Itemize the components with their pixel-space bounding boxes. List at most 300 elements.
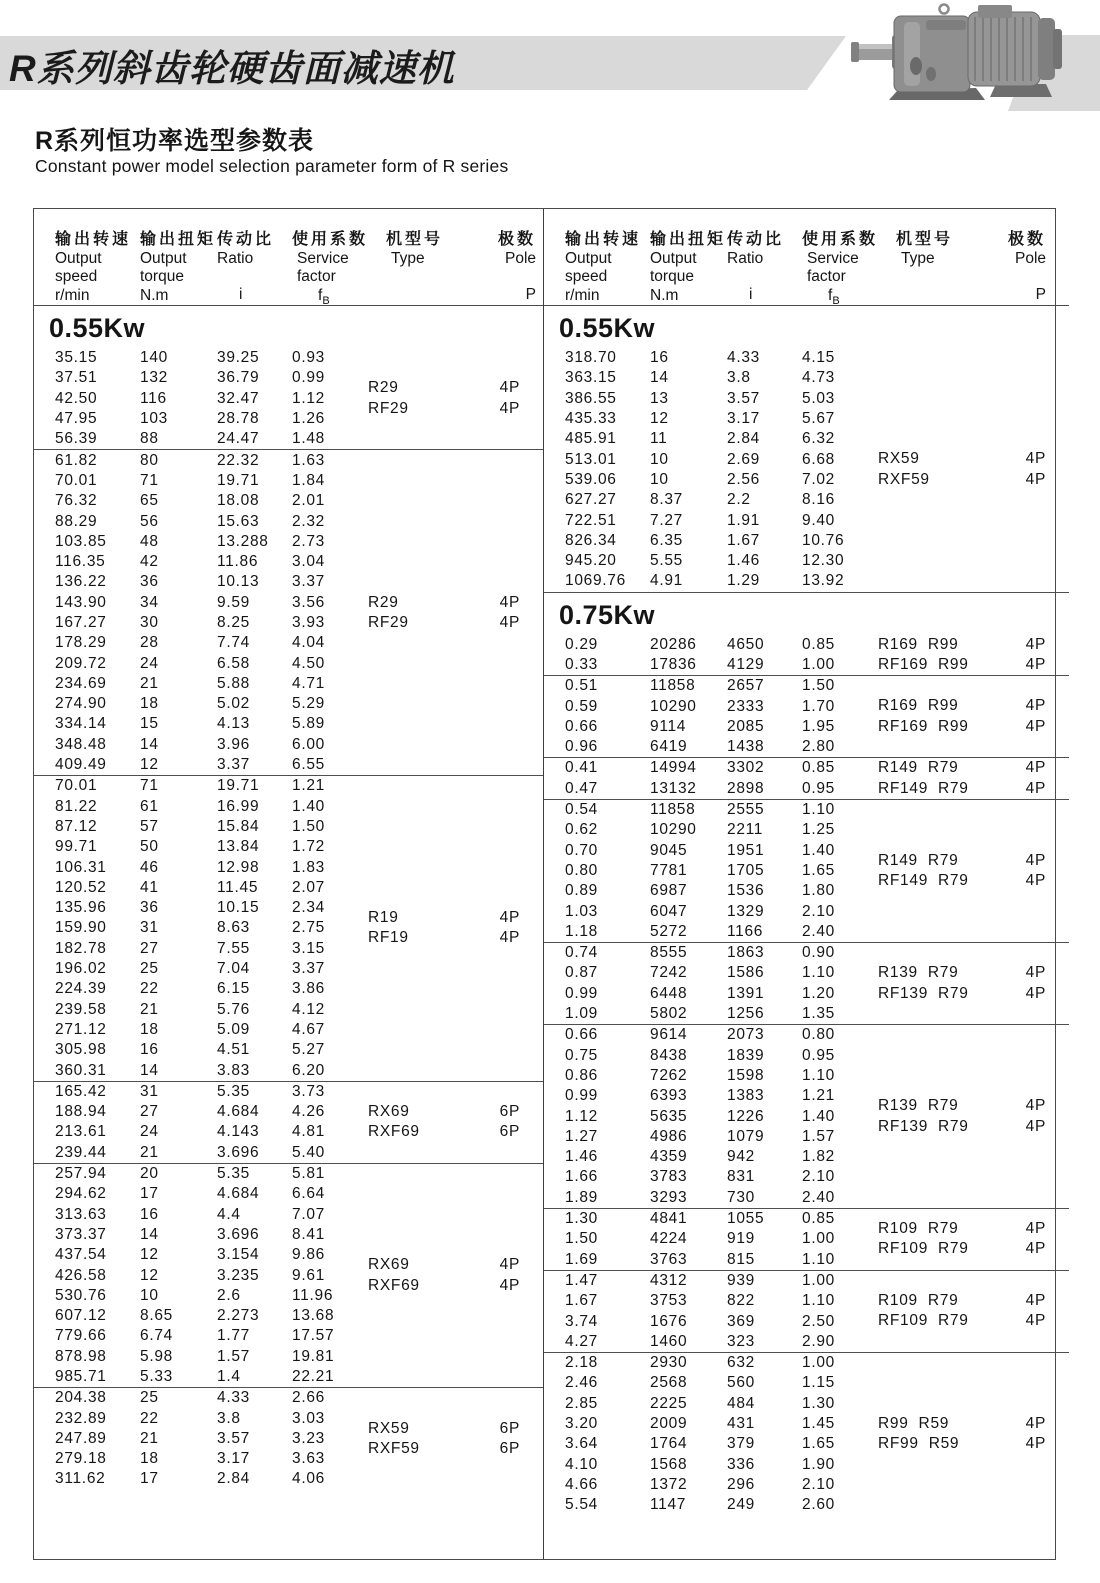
cell-ratio: 1705 [727,861,765,879]
type-cell [878,1291,1008,1332]
pole-label: 4P [499,593,520,611]
cell-torque: 3293 [650,1188,688,1206]
cell-ratio: 2657 [727,677,765,695]
cell-factor: 4.71 [292,674,325,692]
cell-factor: 1.12 [292,389,325,407]
cell-torque: 36 [140,573,159,591]
cell-speed: 826.34 [565,531,617,549]
cell-speed: 539.06 [565,470,617,488]
cell-factor: 1.84 [292,471,325,489]
cell-speed: 239.58 [55,1000,107,1018]
cell-speed: 437.54 [55,1246,107,1264]
cell-factor: 1.21 [802,1087,835,1105]
cell-factor: 1.10 [802,1250,835,1268]
cell-factor: 1.82 [802,1148,835,1166]
cell-torque: 42 [140,553,159,571]
column-header-en: Type [391,249,425,267]
cell-ratio: 1536 [727,882,765,900]
pole-label: 4P [499,1276,520,1294]
cell-ratio: 2.84 [727,430,760,448]
type-label: RX59 [878,450,920,468]
column-header-zh: 使用系数 [292,231,369,248]
cell-ratio: 3.696 [217,1143,260,1161]
cell-torque: 15 [140,715,159,733]
cell-torque: 21 [140,1143,159,1161]
cell-speed: 35.15 [55,349,98,367]
cell-speed: 386.55 [565,389,617,407]
cell-ratio: 939 [727,1271,755,1289]
cell-torque: 6.35 [650,531,683,549]
pole-label: 6P [499,1419,520,1437]
cell-speed: 945.20 [565,552,617,570]
cell-factor: 1.65 [802,861,835,879]
cell-torque: 65 [140,492,159,510]
type-cell [878,1219,1008,1260]
pole-label: 4P [1025,1312,1047,1330]
cell-speed: 274.90 [55,695,107,713]
cell-factor: 1.35 [802,1005,835,1023]
cell-speed: 271.12 [55,1020,107,1038]
cell-speed: 1.69 [565,1250,598,1268]
cell-factor: 3.73 [292,1082,325,1100]
cell-speed: 4.10 [565,1455,598,1473]
column-header-zh: 机型号 [896,231,954,248]
cell-ratio: 3.8 [727,369,751,387]
cell-factor: 1.10 [802,801,835,819]
cell-ratio: 4650 [727,635,765,653]
cell-factor: 5.03 [802,389,835,407]
cell-factor: 9.61 [292,1266,325,1284]
type-label: R109 R79 [878,1292,959,1310]
cell-ratio: 2.69 [727,450,760,468]
cell-factor: 1.40 [802,841,835,859]
cell-ratio: 32.47 [217,389,260,407]
cell-speed: 513.01 [565,450,617,468]
pole-cell [498,1419,520,1460]
cell-ratio: 3.235 [217,1266,260,1284]
type-label: R19 [368,909,399,927]
column-header-ratio [727,231,802,304]
column-header-unit: N.m [650,286,679,304]
cell-torque: 8.65 [140,1307,173,1325]
cell-speed: 159.90 [55,919,107,937]
cell-factor: 4.26 [292,1103,325,1121]
cell-speed: 363.15 [565,369,617,387]
cell-ratio: 632 [727,1354,755,1372]
cell-speed: 116.35 [55,553,106,571]
cell-torque: 7242 [650,964,688,982]
cell-speed: 0.75 [565,1046,598,1064]
cell-factor: 1.00 [802,656,835,673]
cell-ratio: 3.83 [217,1061,250,1079]
cell-torque: 1676 [650,1312,688,1330]
cell-factor: 5.40 [292,1143,325,1161]
cell-torque: 12 [140,756,159,774]
column-header-en: speed [55,268,98,285]
pole-cell [1008,1219,1046,1260]
ratio-block [34,776,543,1080]
cell-torque: 17836 [650,656,697,673]
cell-torque: 80 [140,451,159,469]
pole-cell [1008,696,1046,737]
cell-factor: 1.50 [802,677,835,695]
cell-speed: 5.54 [565,1496,598,1514]
pole-cell [498,378,520,419]
ratio-block [544,1271,1069,1352]
table-half-right [544,209,1069,1559]
type-label: RF149 R79 [878,779,969,797]
cell-speed: 87.12 [55,817,98,835]
column-header-en: Pole [1014,249,1047,267]
column-header-zh: 输出转速 [55,231,132,248]
cell-speed: 0.99 [565,1087,598,1105]
cell-speed: 37.51 [55,369,98,387]
pole-label: 4P [1025,697,1047,715]
cell-speed: 0.86 [565,1066,598,1084]
type-label: R169 R99 [878,635,959,653]
cell-ratio: 484 [727,1394,755,1412]
pole-label: 4P [499,1256,520,1274]
cell-factor: 9.40 [802,511,835,529]
cell-speed: 1.03 [565,902,598,920]
cell-speed: 257.94 [55,1165,107,1183]
cell-torque: 2225 [650,1394,688,1412]
cell-torque: 1147 [650,1496,687,1514]
cell-ratio: 11.86 [217,553,259,571]
cell-torque: 21 [140,1000,159,1018]
cell-torque: 18 [140,1450,159,1468]
cell-torque: 14994 [650,759,697,777]
cell-speed: 1.47 [565,1271,598,1289]
ratio-block [544,943,1069,1024]
cell-factor: 19.81 [292,1347,335,1365]
column-header-zh: 输出扭矩 [650,231,727,248]
cell-factor: 2.80 [802,738,835,756]
cell-ratio: 730 [727,1188,755,1206]
ratio-block [544,348,1069,592]
cell-ratio: 2.273 [217,1307,260,1325]
cell-torque: 132 [140,369,168,387]
cell-factor: 0.99 [292,369,325,387]
cell-speed: 2.18 [565,1354,598,1372]
pole-cell [498,1102,520,1143]
cell-factor: 10.76 [802,531,845,549]
cell-ratio: 2.84 [217,1470,250,1488]
cell-factor: 1.00 [802,1354,835,1372]
pole-cell [1008,1291,1046,1332]
cell-torque: 7262 [650,1066,688,1084]
column-header-zh: 传动比 [727,231,785,248]
type-label: R169 R99 [878,697,959,715]
pole-label: 6P [499,1123,520,1141]
cell-ratio: 3.96 [217,735,250,753]
cell-factor: 3.37 [292,573,325,591]
cell-ratio: 431 [727,1414,755,1432]
cell-speed: 247.89 [55,1429,107,1447]
cell-ratio: 6.58 [217,654,250,672]
cell-speed: 188.94 [55,1103,107,1121]
cell-ratio: 1951 [727,841,765,859]
pole-label: 6P [499,1439,520,1457]
pole-cell [498,908,520,949]
cell-factor: 7.02 [802,470,835,488]
pole-label: 4P [1025,655,1047,673]
cell-speed: 106.31 [55,858,107,876]
pole-label: 4P [1025,779,1047,797]
type-cell [368,1255,498,1296]
cell-torque: 2930 [650,1354,688,1372]
type-label: R139 R79 [878,964,959,982]
cell-factor: 0.95 [802,1046,835,1064]
cell-speed: 1.27 [565,1127,598,1145]
column-header-en: Service [297,249,349,267]
cell-ratio: 9.59 [217,593,250,611]
cell-torque: 10 [650,470,669,488]
cell-ratio: 3.8 [217,1409,241,1427]
cell-torque: 21 [140,674,159,692]
cell-ratio: 2211 [727,821,764,839]
cell-ratio: 4.4 [217,1205,241,1223]
cell-torque: 61 [140,797,159,815]
cell-factor: 1.63 [292,451,325,469]
ratio-block [544,800,1069,942]
cell-speed: 2.85 [565,1394,598,1412]
cell-ratio: 3.57 [217,1429,250,1447]
ratio-block [34,1082,543,1163]
cell-ratio: 1598 [727,1066,765,1084]
cell-speed: 135.96 [55,899,107,917]
column-header-en: speed [565,268,608,285]
cell-torque: 17 [140,1470,159,1488]
pole-cell [1008,635,1046,676]
cell-factor: 8.16 [802,491,835,509]
cell-ratio: 24.47 [217,430,260,448]
cell-torque: 6047 [650,902,688,920]
cell-speed: 485.91 [565,430,617,448]
column-header-en: Pole [504,249,537,267]
column-header-en: Output [55,249,102,267]
cell-torque: 17 [140,1185,159,1203]
cell-speed: 409.49 [55,756,107,774]
cell-factor: 1.90 [802,1455,835,1473]
pole-label: 4P [1025,1292,1047,1310]
cell-factor: 2.90 [802,1332,835,1350]
type-label: RF169 R99 [878,717,969,735]
type-label: RF29 [368,399,409,417]
cell-ratio: 15.84 [217,817,260,835]
cell-speed: 0.33 [565,656,598,673]
cell-factor: 1.57 [802,1127,835,1145]
cell-ratio: 28.78 [217,410,260,428]
table-header-row [544,209,1069,306]
pole-label: 4P [1025,1435,1047,1453]
cell-factor: 3.03 [292,1409,325,1427]
cell-ratio: 2073 [727,1026,765,1044]
cell-torque: 28 [140,634,159,652]
cell-factor: 1.10 [802,1292,835,1310]
cell-factor: 9.86 [292,1246,325,1264]
cell-speed: 209.72 [55,654,107,672]
cell-torque: 8.37 [650,491,683,509]
cell-speed: 0.89 [565,882,598,900]
type-label: RXF59 [368,1439,420,1457]
pole-cell [1008,963,1046,1004]
cell-torque: 140 [140,349,168,367]
cell-factor: 17.57 [292,1327,335,1345]
cell-ratio: 4.684 [217,1185,260,1203]
cell-torque: 27 [140,939,159,957]
cell-ratio: 2333 [727,697,765,715]
cell-torque: 11 [650,430,668,448]
cell-torque: 6.74 [140,1327,173,1345]
cell-torque: 10 [140,1286,159,1304]
type-cell [878,963,1008,1004]
cell-torque: 25 [140,1389,159,1407]
cell-speed: 0.74 [565,944,598,962]
cell-factor: 1.10 [802,1066,835,1084]
cell-speed: 3.74 [565,1312,598,1330]
cell-factor: 3.93 [292,614,325,631]
column-header-unit: $f_B$ [828,286,840,307]
cell-factor: 4.15 [802,349,835,367]
page-title: R系列恒功率选型参数表 [35,127,315,155]
cell-factor: 2.73 [292,532,325,550]
cell-torque: 24 [140,1123,159,1141]
cell-speed: 99.71 [55,838,98,856]
cell-speed: 239.44 [55,1143,107,1161]
pole-label: 4P [1025,851,1047,869]
cell-torque: 10290 [650,821,697,839]
type-cell [878,696,1008,737]
cell-torque: 25 [140,960,159,978]
pole-label: 4P [1025,1414,1047,1432]
ratio-block [544,676,1069,757]
cell-ratio: 18.08 [217,492,260,510]
cell-ratio: 5.76 [217,1000,250,1018]
cell-factor: 1.72 [292,838,325,856]
table-half-left [34,209,544,1559]
cell-factor: 2.50 [802,1312,835,1330]
column-header-type [878,231,1008,304]
type-label: RX59 [368,1419,410,1437]
column-header-zh: 极数 [498,231,537,248]
cell-factor: 2.40 [802,1188,835,1206]
column-header-torque [140,231,217,304]
cell-ratio: 12.98 [217,858,260,876]
cell-ratio: 815 [727,1250,755,1268]
pole-cell [1008,1414,1046,1455]
cell-factor: 4.81 [292,1123,325,1141]
cell-speed: 313.63 [55,1205,107,1223]
cell-torque: 10290 [650,697,697,715]
cell-factor: 2.34 [292,899,325,917]
cell-ratio: 1079 [727,1127,765,1145]
cell-ratio: 3.17 [727,410,760,428]
cell-ratio: 4.51 [217,1041,250,1059]
column-header-speed [565,231,650,304]
cell-ratio: 10.15 [217,899,260,917]
column-header-pole [1008,231,1046,304]
cell-speed: 318.70 [565,349,617,367]
cell-factor: 6.55 [292,756,325,774]
type-label: RXF69 [368,1276,420,1294]
cell-factor: 3.15 [292,939,325,957]
ratio-block [34,450,543,775]
type-label: RXF69 [368,1123,420,1141]
cell-torque: 41 [140,878,159,896]
table-header-row [34,209,543,306]
cell-torque: 1764 [650,1435,688,1453]
pole-label: 4P [1025,450,1047,468]
banner-title: R系列斜齿轮硬齿面减速机 [9,48,455,89]
type-label: R139 R79 [878,1097,959,1115]
cell-torque: 4224 [650,1230,688,1248]
ratio-block [544,635,1069,676]
ratio-block [34,348,543,449]
cell-torque: 18 [140,695,159,713]
page-subtitle: Constant power model selection parameter form of R series [35,156,509,176]
cell-factor: 1.40 [802,1107,835,1125]
cell-torque: 11858 [650,801,696,819]
cell-torque: 5.55 [650,552,683,570]
column-header-type [368,231,498,304]
column-header-en: Type [901,249,935,267]
cell-factor: 0.85 [802,759,835,777]
column-header-unit: $f_B$ [318,286,330,307]
cell-torque: 21 [140,1429,159,1447]
pole-label: 4P [1025,759,1047,777]
cell-torque: 16 [140,1041,159,1059]
type-label: RF169 R99 [878,655,969,673]
cell-torque: 14 [650,369,669,387]
cell-ratio: 919 [727,1230,755,1248]
cell-ratio: 7.04 [217,960,250,978]
column-header-en: torque [650,268,694,285]
ratio-block [544,1209,1069,1270]
cell-factor: 5.29 [292,695,325,713]
cell-speed: 1.46 [565,1148,598,1166]
cell-torque: 4986 [650,1127,688,1145]
cell-factor: 6.68 [802,450,835,468]
pole-label: 4P [1025,470,1047,488]
cell-factor: 2.32 [292,512,325,530]
cell-torque: 4841 [650,1210,688,1228]
cell-speed: 167.27 [55,614,107,631]
cell-ratio: 4.33 [727,349,760,367]
cell-speed: 779.66 [55,1327,107,1345]
pole-label: 4P [1025,1097,1047,1115]
cell-factor: 6.32 [802,430,835,448]
type-label: R149 R79 [878,851,959,869]
cell-ratio: 1.67 [727,531,760,549]
column-header-zh: 传动比 [217,231,275,248]
cell-speed: 143.90 [55,593,107,611]
pole-label: 4P [499,399,520,417]
cell-ratio: 1383 [727,1087,765,1105]
cell-factor: 1.21 [292,777,325,795]
power-section-label: 0.55Kw [49,313,146,343]
power-section-label: 0.55Kw [559,313,656,343]
type-cell [368,1419,498,1460]
type-label: R99 R59 [878,1414,950,1432]
cell-torque: 1568 [650,1455,688,1473]
cell-speed: 47.95 [55,410,98,428]
cell-ratio: 1438 [727,738,765,756]
cell-ratio: 1055 [727,1210,765,1228]
cell-speed: 2.46 [565,1374,598,1392]
type-cell [878,1414,1008,1455]
cell-torque: 46 [140,858,159,876]
